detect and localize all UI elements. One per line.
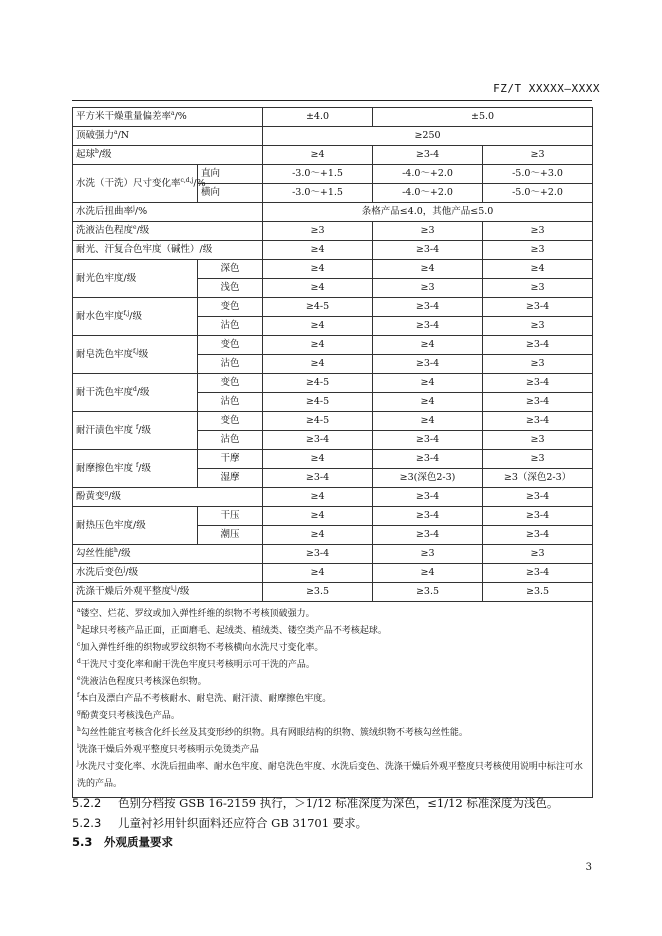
table-cell: ≥3（深色2-3） [483,469,593,488]
sub-label: 沾色 [198,431,263,450]
table-cell: ≥3(深色2-3) [373,469,483,488]
table-cell: ≥3 [483,450,593,469]
row-label: 水洗后变色$^j$/级 [73,564,263,583]
clause-text: 色别分档按 GSB 16-2159 执行，＞1/12 标准深度为深色，≤1/12 标准深度为浅色。 [118,796,559,810]
clause-text: 儿童衬衫用针织面料还应符合 GB 31701 要求。 [118,816,368,830]
table-cell: ≥3-4 [483,298,593,317]
table-row [73,146,593,165]
table-note: $^j$水洗尺寸变化率、水洗后扭曲率、耐水色牢度、耐皂洗色牢度、水洗后变色、洗涤干燥后外观平整度只考核使用说明中标注可水洗的产品。 [77,760,583,789]
table-cell: ≥3-4 [373,450,483,469]
sub-label: 沾色 [198,393,263,412]
table-cell: ≥3-4 [483,374,593,393]
clause-number: 5.2.2 [72,796,102,810]
table-cell: ≥3 [483,146,593,165]
table-cell: ≥3 [483,241,593,260]
table-cell: ≥4 [373,260,483,279]
table-note: $^f$本白及漂白产品不考核耐水、耐皂洗、耐汗渍、耐摩擦色牢度。 [77,692,332,704]
row-label: 耐摩擦色牢度 $^f$/级 [73,450,198,488]
section-heading [72,834,173,850]
table-cell: ≥3 [373,279,483,298]
clause-number: 5.2.3 [72,816,102,830]
table-cell: ≥4 [373,393,483,412]
table-row [73,374,593,393]
sub-label: 潮压 [198,526,263,545]
table-cell: ≥3 [483,222,593,241]
header-divider [72,100,592,101]
table-cell: ≥4 [263,317,373,336]
table-cell: ≥3-4 [373,431,483,450]
table-cell: ≥4 [373,374,483,393]
table-cell: ≥3-4 [483,488,593,507]
sub-label: 干压 [198,507,263,526]
row-label: 耐热压色牢度/级 [73,507,198,545]
table-cell: -3.0～+1.5 [263,184,373,203]
table-cell: ≥3-4 [373,526,483,545]
sub-label: 沾色 [198,355,263,374]
table-cell: ≥3-4 [483,393,593,412]
sub-label: 变色 [198,374,263,393]
table-row [73,203,593,222]
row-label: 水洗（干洗）尺寸变化率$^{c,d,j}$/% [73,165,198,203]
sub-label: 变色 [198,336,263,355]
table-cell: -5.0～+2.0 [483,184,593,203]
row-label: 水洗后扭曲率$^j$/% [73,203,263,222]
table-cell: 条格产品≤4.0，其他产品≤5.0 [263,203,593,222]
table-note: $^d$干洗尺寸变化率和耐干洗色牢度只考核明示可干洗的产品。 [77,658,315,670]
row-label: 顶破强力$^a$/N [73,127,263,146]
table-cell: ≥4 [263,450,373,469]
table-cell: ≥250 [263,127,593,146]
table-note: $^c$加入弹性纤维的织物或罗纹织物不考核横向水洗尺寸变化率。 [77,641,324,653]
sub-label: 变色 [198,412,263,431]
table-cell: ≥4 [373,412,483,431]
page-number: 3 [585,862,592,873]
requirements-table [72,107,593,798]
row-label: 酚黄变$^g$/级 [73,488,263,507]
table-row [73,260,593,279]
table-row [73,241,593,260]
row-label: 耐光色牢度/级 [73,260,198,298]
table-row [73,488,593,507]
table-cell: -4.0～+2.0 [373,165,483,184]
table-cell: ≥3-4 [373,488,483,507]
table-cell: ≥3 [263,222,373,241]
table-cell: ±5.0 [373,108,593,127]
table-cell: ≥3-4 [263,469,373,488]
table-cell: ≥3-4 [483,526,593,545]
table-cell: ≥3-4 [373,146,483,165]
section-number: 5.3 [72,835,93,849]
table-cell: ≥4 [263,241,373,260]
table-cell: ≥3-4 [373,317,483,336]
table-cell: ≥4 [263,279,373,298]
table-notes-row [73,602,593,798]
table-cell: ≥3 [483,545,593,564]
table-row [73,336,593,355]
row-label: 耐光、汗复合色牢度（碱性）/级 [73,241,263,260]
table-cell: ≥4-5 [263,298,373,317]
table-row [73,298,593,317]
table-row [73,165,593,184]
table-cell: ≥4 [373,336,483,355]
table-cell: ≥3 [483,355,593,374]
table-cell: ≥3-4 [373,298,483,317]
table-cell: -5.0～+3.0 [483,165,593,184]
table-cell: ≥4 [263,507,373,526]
table-note: $^h$勾丝性能宜考核含化纤长丝及其变形纱的织物。具有网眼结构的织物、簇绒织物不考核勾丝性能。 [77,726,468,738]
row-label: 耐水色牢度$^{f,j}$/级 [73,298,198,336]
table-row [73,583,593,602]
table-cell: ≥4 [373,564,483,583]
clause-5-2-3 [72,815,367,831]
sub-label: 沾色 [198,317,263,336]
table-note: $^a$镂空、烂花、罗纹或加入弹性纤维的织物不考核顶破强力。 [77,607,315,619]
table-row [73,545,593,564]
table-cell: -4.0～+2.0 [373,184,483,203]
table-cell: ≥3-4 [373,241,483,260]
table-row [73,450,593,469]
sub-label: 横向 [198,184,263,203]
row-label: 耐皂洗色牢度$^{f,j}$级 [73,336,198,374]
table-cell: ≥4 [263,260,373,279]
table-note: $^i$洗涤干燥后外观平整度只考核明示免烫类产品 [77,743,259,755]
row-label: 洗液沾色程度$^e$/级 [73,222,263,241]
sub-label: 湿摩 [198,469,263,488]
table-cell: ≥3.5 [483,583,593,602]
table-cell: ≥3-4 [483,507,593,526]
sub-label: 干摩 [198,450,263,469]
clause-5-2-2 [72,795,558,811]
table-cell: ±4.0 [263,108,373,127]
table-note: $^e$洗液沾色程度只考核深色织物。 [77,675,207,687]
table-cell: ≥3.5 [373,583,483,602]
table-cell: ≥4-5 [263,374,373,393]
table-cell: ≥4 [263,355,373,374]
table-row [73,507,593,526]
table-cell: ≥3-4 [483,564,593,583]
table-note: $^b$起球只考核产品正面，正面磨毛、起绒类、植绒类、镂空类产品不考核起球。 [77,624,387,636]
table-cell: ≥4 [263,526,373,545]
table-row [73,564,593,583]
table-cell: ≥3 [483,279,593,298]
row-label: 勾丝性能$^h$/级 [73,545,263,564]
table-row [73,108,593,127]
table-cell: ≥3-4 [483,336,593,355]
table-cell: ≥4 [263,488,373,507]
table-cell: ≥3-4 [263,545,373,564]
table-cell: ≥3 [373,545,483,564]
table-cell: ≥4-5 [263,393,373,412]
table-cell: ≥4 [483,260,593,279]
row-label: 耐汗渍色牢度 $^f$/级 [73,412,198,450]
table-cell: ≥3-4 [483,412,593,431]
row-label: 耐干洗色牢度$^d$/级 [73,374,198,412]
table-cell: ≥3 [483,431,593,450]
table-cell: ≥3-4 [263,431,373,450]
sub-label: 深色 [198,260,263,279]
table-cell: ≥4 [263,336,373,355]
table-cell: ≥4 [263,564,373,583]
table-row [73,412,593,431]
table-cell: ≥3 [483,317,593,336]
table-notes [73,602,593,798]
row-label: 洗涤干燥后外观平整度$^{i,j}$/级 [73,583,263,602]
table-row [73,127,593,146]
sub-label: 浅色 [198,279,263,298]
sub-label: 变色 [198,298,263,317]
table-cell: ≥4-5 [263,412,373,431]
table-cell: ≥3.5 [263,583,373,602]
table-row [73,222,593,241]
table-cell: ≥4 [263,146,373,165]
sub-label: 直向 [198,165,263,184]
section-title: 外观质量要求 [104,835,173,849]
table-cell: ≥3 [373,222,483,241]
table-cell: ≥3-4 [373,355,483,374]
table-cell: -3.0～+1.5 [263,165,373,184]
row-label: 平方米干燥重量偏差率$^a$/% [73,108,263,127]
table-cell: ≥3-4 [373,507,483,526]
row-label: 起球$^b$/级 [73,146,263,165]
document-code: FZ/T XXXXX—XXXX [493,82,600,95]
table-note: $^g$酚黄变只考核浅色产品。 [77,709,180,721]
